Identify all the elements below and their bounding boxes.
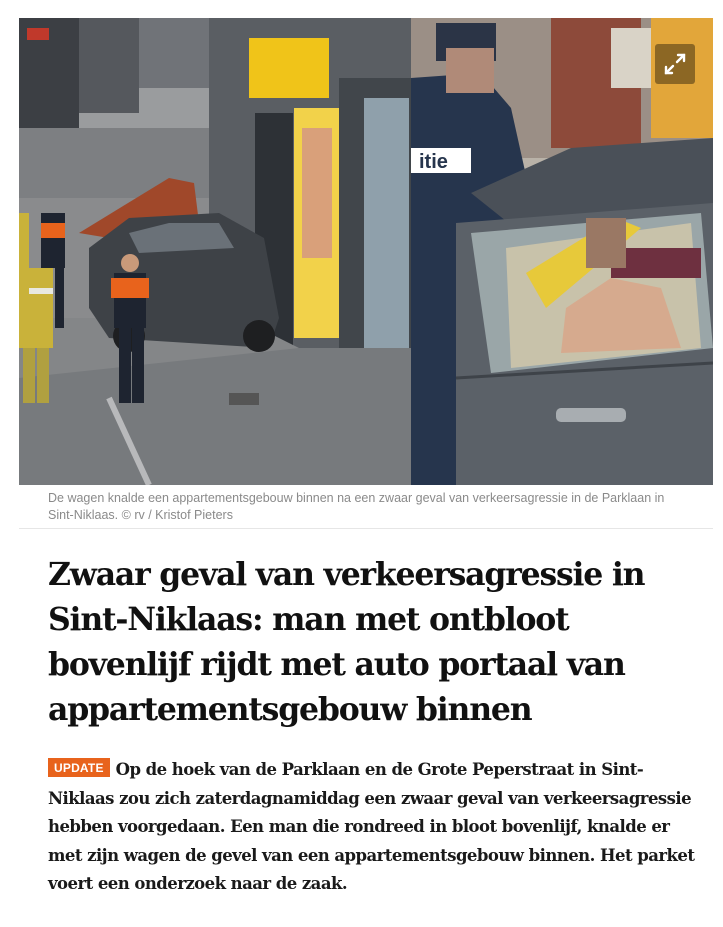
image-caption: De wagen knalde een appartementsgebouw binnen na een zwaar geval van verkeersagressie in de Parklaan in Sint-Niklaas. © rv / Kristof Pieters — [48, 491, 665, 522]
hero-image[interactable] — [19, 18, 713, 485]
update-badge: UPDATE — [48, 758, 110, 777]
divider — [19, 528, 713, 529]
expand-image-button[interactable] — [655, 44, 695, 84]
crash-scene-photo — [19, 18, 411, 485]
article-headline: Zwaar geval van verkeersagressie in Sint-Niklaas: man met ontbloot bovenlijf rijdt met auto portaal van appartementsgebouw binnen — [48, 556, 645, 728]
article-lead — [48, 756, 698, 899]
police-sign-text: itie — [419, 151, 448, 173]
expand-arrows-icon — [662, 51, 688, 77]
driver-in-car-photo — [411, 18, 713, 485]
lead-text: Op de hoek van de Parklaan en de Grote Peperstraat in Sint-Niklaas zou zich zaterdagnamiddag een zwaar geval van verkeersagressie hebben voorgedaan. Een man die rondreed in bloot bovenlijf, knalde er met zijn wagen de gevel van een appartementsgebouw binnen. Het parket voert een onderzoek naar de zaak. — [48, 760, 695, 893]
